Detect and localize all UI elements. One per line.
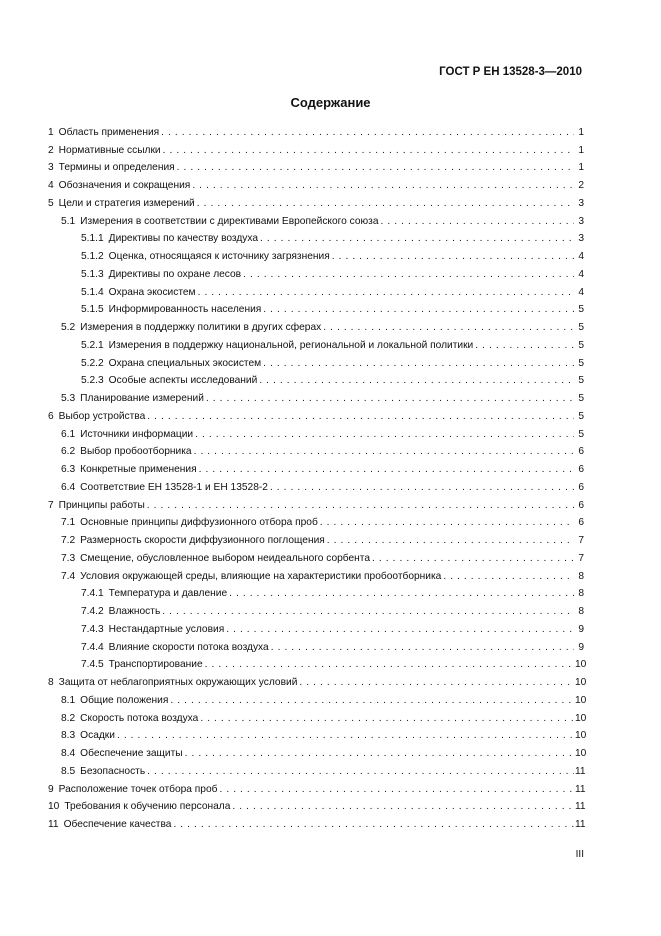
- toc-entry: [48, 458, 584, 476]
- toc-entry-number: 8.1: [61, 694, 76, 706]
- toc-entry-title: Смещение, обусловленное выбором неидеального сорбента: [80, 552, 371, 564]
- toc-dot-leader: [332, 250, 574, 263]
- toc-dot-leader: [162, 605, 574, 618]
- toc-entry: [48, 157, 584, 175]
- toc-entry-title: Особые аспекты исследований: [108, 375, 258, 387]
- toc-entry: [48, 671, 587, 689]
- toc-entry-page: 2: [578, 180, 584, 191]
- toc-dot-leader: [271, 641, 574, 654]
- toc-entry: [48, 796, 584, 814]
- toc-entry: [48, 387, 584, 405]
- toc-dot-leader: [243, 268, 574, 281]
- toc-entry-title: Директивы по охране лесов: [108, 268, 242, 280]
- toc-entry-title: Охрана экосистем: [108, 286, 196, 298]
- toc-dot-leader: [320, 516, 574, 529]
- toc-entry-number: 8.5: [61, 765, 76, 777]
- toc-entry-title: Общие положения: [80, 694, 169, 706]
- toc-entry-page: 4: [578, 268, 584, 280]
- toc-entry-number: 7.4.5: [81, 659, 104, 671]
- toc-entry-page: 10: [575, 712, 587, 724]
- toc-entry-page: 11: [575, 783, 586, 795]
- toc-dot-leader: [147, 499, 574, 512]
- toc-entry: [48, 636, 584, 654]
- toc-entry-page: 5: [578, 410, 584, 422]
- page-title: Содержание: [290, 95, 371, 110]
- toc-entry: [48, 707, 587, 725]
- toc-entry: [48, 476, 584, 494]
- toc-entry: [48, 299, 584, 317]
- toc-entry-page: 8: [578, 588, 584, 600]
- toc-dot-leader: [263, 357, 574, 370]
- toc-entry: [48, 742, 587, 760]
- toc-entry-title: Безопасность: [80, 765, 146, 777]
- toc-entry-page: 6: [578, 499, 584, 511]
- toc-entry-title: Область применения: [58, 126, 160, 138]
- toc-entry: [48, 618, 584, 636]
- toc-dot-leader: [198, 286, 574, 299]
- toc-entry-page: 3: [578, 233, 584, 245]
- toc-entry-number: 3: [48, 162, 54, 174]
- toc-entry-page: 6: [578, 464, 584, 475]
- toc-entry-title: Соответствие ЕН 13528-1 и ЕН 13528-2: [80, 481, 268, 493]
- toc-dot-leader: [232, 800, 574, 813]
- toc-entry-number: 8.4: [61, 748, 76, 759]
- toc-entry-page: 10: [575, 748, 587, 759]
- toc-entry-page: 3: [578, 215, 584, 227]
- toc-entry-number: 8.2: [61, 712, 76, 724]
- standard-designation: ГОСТ Р ЕН 13528-3—2010: [439, 66, 582, 78]
- toc-entry-title: Цели и стратегия измерений: [58, 197, 195, 209]
- toc-entry-title: Измерения в поддержку политики в других сферах: [80, 322, 322, 333]
- toc-entry-page: 11: [575, 765, 586, 777]
- toc-entry: [48, 121, 584, 139]
- toc-dot-leader: [270, 481, 574, 494]
- toc-entry: [48, 370, 584, 388]
- toc-entry-title: Влияние скорости потока воздуха: [108, 641, 269, 653]
- toc-entry-title: Нормативные ссылки: [58, 144, 161, 156]
- toc-entry-number: 7.4.4: [81, 641, 104, 653]
- toc-entry: [48, 174, 584, 192]
- toc-dot-leader: [219, 783, 574, 796]
- toc-entry-title: Директивы по качеству воздуха: [108, 233, 259, 245]
- toc-entry-number: 5.1.3: [81, 268, 104, 280]
- toc-entry: [48, 494, 584, 512]
- toc-entry-number: 7: [48, 499, 54, 511]
- toc-entry-page: 5: [578, 304, 584, 316]
- toc-entry-page: 4: [578, 251, 584, 262]
- toc-entry: [48, 760, 584, 778]
- toc-dot-leader: [161, 126, 574, 139]
- toc-entry-number: 5.1: [61, 215, 76, 227]
- toc-entry-number: 10: [48, 801, 60, 813]
- toc-entry-number: 6.2: [61, 446, 76, 458]
- toc-entry-title: Обеспечение качества: [63, 819, 172, 830]
- toc-entry-title: Источники информации: [80, 428, 194, 440]
- toc-entry-number: 5.1.5: [81, 304, 104, 316]
- toc-entry-page: 8: [578, 570, 584, 582]
- toc-dot-leader: [229, 587, 574, 600]
- toc-entry-title: Обеспечение защиты: [80, 748, 183, 759]
- toc-dot-leader: [199, 463, 574, 476]
- toc-entry-number: 11: [48, 819, 59, 830]
- toc-entry-title: Выбор пробоотборника: [80, 446, 192, 458]
- toc-dot-leader: [195, 428, 574, 441]
- toc-entry: [48, 512, 584, 530]
- toc-entry-page: 3: [578, 197, 584, 209]
- toc-dot-leader: [381, 215, 574, 228]
- toc-entry: [48, 654, 587, 672]
- toc-entry-title: Температура и давление: [108, 588, 228, 600]
- toc-entry-page: 1: [578, 144, 584, 156]
- toc-dot-leader: [170, 694, 574, 707]
- toc-entry-number: 5.3: [61, 393, 76, 404]
- toc-entry-number: 7.2: [61, 535, 76, 546]
- toc-entry-title: Информированность населения: [108, 304, 262, 316]
- toc-entry: [48, 689, 587, 707]
- toc-entry-number: 7.1: [61, 517, 76, 529]
- toc-entry-page: 5: [578, 339, 584, 351]
- toc-entry-number: 5.1.2: [81, 251, 104, 262]
- toc-entry-page: 6: [578, 446, 584, 458]
- toc-entry-number: 7.4.1: [81, 588, 104, 600]
- toc-dot-leader: [163, 144, 574, 157]
- toc-entry-page: 5: [578, 322, 584, 333]
- toc-dot-leader: [200, 712, 574, 725]
- toc-entry-page: 5: [578, 375, 584, 387]
- toc-entry-title: Требования к обучению персонала: [64, 801, 231, 813]
- toc-entry: [48, 192, 584, 210]
- toc-entry-title: Измерения в соответствии с директивами Европейского союза: [80, 215, 379, 227]
- toc-dot-leader: [192, 179, 574, 192]
- toc-entry-number: 5.1.1: [81, 233, 104, 245]
- toc-entry-number: 8: [48, 677, 54, 688]
- toc-dot-leader: [443, 570, 574, 583]
- toc-entry-title: Охрана специальных экосистем: [108, 357, 262, 369]
- toc-entry: [48, 245, 584, 263]
- toc-entry-page: 11: [575, 819, 586, 830]
- toc-dot-leader: [226, 623, 574, 636]
- toc-entry-page: 5: [578, 428, 584, 440]
- toc-entry: [48, 281, 584, 299]
- toc-entry-number: 8.3: [61, 730, 76, 742]
- toc-entry-title: Оценка, относящаяся к источнику загрязнения: [108, 251, 330, 262]
- toc-entry: [48, 263, 584, 281]
- toc-entry-page: 10: [575, 730, 587, 742]
- toc-dot-leader: [194, 445, 574, 458]
- table-of-contents: [48, 121, 587, 831]
- toc-dot-leader: [117, 729, 574, 742]
- toc-entry-number: 6.1: [61, 428, 76, 440]
- toc-entry-page: 7: [578, 552, 584, 564]
- toc-dot-leader: [147, 765, 574, 778]
- toc-entry: [48, 352, 584, 370]
- toc-entry: [48, 565, 584, 583]
- toc-entry-title: Влажность: [108, 606, 161, 617]
- toc-entry-number: 7.4.3: [81, 623, 104, 635]
- toc-entry-number: 5.2.1: [81, 339, 104, 351]
- toc-entry-page: 1: [578, 126, 584, 138]
- toc-entry-page: 8: [578, 606, 584, 617]
- toc-entry-page: 6: [578, 517, 584, 529]
- toc-dot-leader: [260, 232, 574, 245]
- toc-dot-leader: [197, 197, 574, 210]
- toc-entry-title: Выбор устройства: [58, 410, 146, 422]
- toc-entry-number: 1: [48, 126, 54, 138]
- toc-dot-leader: [299, 676, 574, 689]
- toc-dot-leader: [185, 747, 574, 760]
- toc-entry-number: 5.2: [61, 322, 76, 333]
- toc-entry-number: 5.2.2: [81, 357, 104, 369]
- toc-entry-title: Основные принципы диффузионного отбора проб: [80, 517, 318, 529]
- toc-entry-number: 6.3: [61, 464, 76, 475]
- toc-dot-leader: [475, 339, 574, 352]
- toc-entry-page: 1: [578, 162, 584, 174]
- toc-entry-title: Планирование измерений: [80, 393, 204, 404]
- toc-entry-page: 9: [578, 623, 584, 635]
- toc-entry-number: 5: [48, 197, 54, 209]
- toc-entry-number: 6.4: [61, 481, 76, 493]
- toc-entry: [48, 423, 584, 441]
- toc-entry-page: 10: [575, 659, 587, 671]
- toc-entry-page: 5: [578, 357, 584, 369]
- toc-dot-leader: [147, 410, 574, 423]
- toc-entry: [48, 210, 584, 228]
- toc-entry-title: Обозначения и сокращения: [58, 180, 191, 191]
- toc-entry-number: 2: [48, 144, 54, 156]
- toc-entry: [48, 583, 584, 601]
- toc-entry: [48, 725, 587, 743]
- toc-dot-leader: [205, 658, 574, 671]
- toc-entry-page: 4: [578, 286, 584, 298]
- toc-dot-leader: [177, 161, 574, 174]
- toc-entry-number: 7.4: [61, 570, 76, 582]
- toc-entry-title: Расположение точек отбора проб: [58, 783, 218, 795]
- toc-entry-title: Скорость потока воздуха: [80, 712, 199, 724]
- toc-dot-leader: [259, 374, 574, 387]
- toc-entry: [48, 547, 584, 565]
- toc-entry-number: 7.3: [61, 552, 76, 564]
- toc-entry-number: 5.1.4: [81, 286, 104, 298]
- toc-entry: [48, 813, 584, 831]
- toc-entry-page: 9: [578, 641, 584, 653]
- toc-entry-title: Измерения в поддержку национальной, региональной и локальной политики: [108, 339, 474, 351]
- toc-dot-leader: [173, 818, 574, 831]
- toc-entry-page: 10: [575, 677, 587, 688]
- toc-dot-leader: [327, 534, 574, 547]
- toc-entry: [48, 334, 584, 352]
- toc-entry-number: 5.2.3: [81, 375, 104, 387]
- toc-dot-leader: [372, 552, 574, 565]
- toc-entry-page: 7: [578, 535, 584, 546]
- toc-entry-page: 5: [578, 393, 584, 404]
- page-number: III: [575, 849, 584, 860]
- toc-dot-leader: [323, 321, 574, 334]
- toc-entry-title: Транспортирование: [108, 659, 203, 671]
- toc-dot-leader: [206, 392, 574, 405]
- toc-entry-title: Осадки: [80, 730, 115, 742]
- toc-entry-number: 4: [48, 180, 54, 191]
- toc-entry: [48, 778, 584, 796]
- toc-entry: [48, 441, 584, 459]
- toc-entry-number: 6: [48, 410, 54, 422]
- toc-entry-number: 7.4.2: [81, 606, 104, 617]
- toc-entry-page: 11: [575, 801, 586, 813]
- toc-entry-title: Защита от неблагоприятных окружающих условий: [58, 677, 298, 688]
- toc-entry-title: Термины и определения: [58, 162, 175, 174]
- toc-entry-title: Принципы работы: [58, 499, 145, 511]
- toc-entry-title: Размерность скорости диффузионного поглощения: [80, 535, 325, 546]
- toc-entry-title: Условия окружающей среды, влияющие на характеристики пробоотборника: [80, 570, 442, 582]
- toc-entry-number: 9: [48, 783, 54, 795]
- toc-entry-title: Нестандартные условия: [108, 623, 225, 635]
- toc-entry: [48, 316, 584, 334]
- toc-entry: [48, 529, 584, 547]
- toc-entry: [48, 600, 584, 618]
- toc-entry-page: 6: [578, 481, 584, 493]
- toc-entry-title: Конкретные применения: [80, 464, 197, 475]
- toc-entry: [48, 228, 584, 246]
- toc-entry: [48, 405, 584, 423]
- toc-dot-leader: [263, 303, 574, 316]
- toc-entry: [48, 139, 584, 157]
- toc-entry-page: 10: [575, 694, 587, 706]
